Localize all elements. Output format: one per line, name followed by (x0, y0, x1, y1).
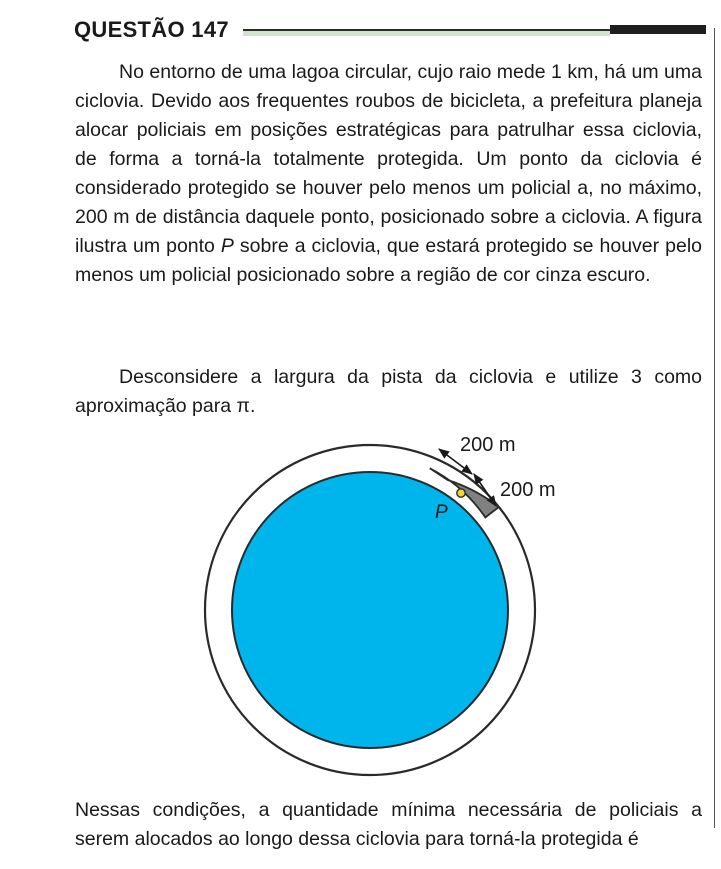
statement-paragraph (75, 58, 702, 290)
label-right-distance: 200 m (500, 479, 556, 501)
question-paragraph (75, 796, 702, 854)
instruction-paragraph (75, 363, 702, 421)
page-right-rule (714, 28, 715, 828)
lake (232, 472, 508, 748)
point-p-marker (457, 489, 465, 497)
lake-figure (200, 424, 556, 796)
question-text: Nessas condições, a quantidade mínima necessária de policiais a serem alocados ao longo dessa ciclovia para torná-la protegida é (75, 799, 702, 850)
statement-text: No entorno de uma lagoa circular, cujo raio mede 1 km, há um uma ciclovia. Devido aos frequentes roubos de bicicleta, a prefeitura planeja alocar policiais em posições estratégicas para patrulhar essa ciclovia, de forma a torná-la totalmente protegida. Um ponto da ciclovia é considerado protegido se houver pelo menos um policial a, no máximo, 200 m de distância daquele ponto, posicionado sobre a ciclovia. A figura ilustra um ponto P sobre a ciclovia, que estará protegido se houver pelo menos um policial posicionado sobre a região de cor cinza escuro. (75, 61, 703, 286)
title-rule (243, 24, 706, 36)
point-p-label: P (435, 502, 448, 523)
instruction-text: Desconsidere a largura da pista da ciclovia e utilize 3 como aproximação para π. (75, 366, 702, 417)
variable-p: P (220, 235, 234, 257)
question-header (74, 14, 706, 46)
label-top-distance: 200 m (460, 434, 516, 456)
question-title: QUESTÃO 147 (74, 17, 229, 42)
